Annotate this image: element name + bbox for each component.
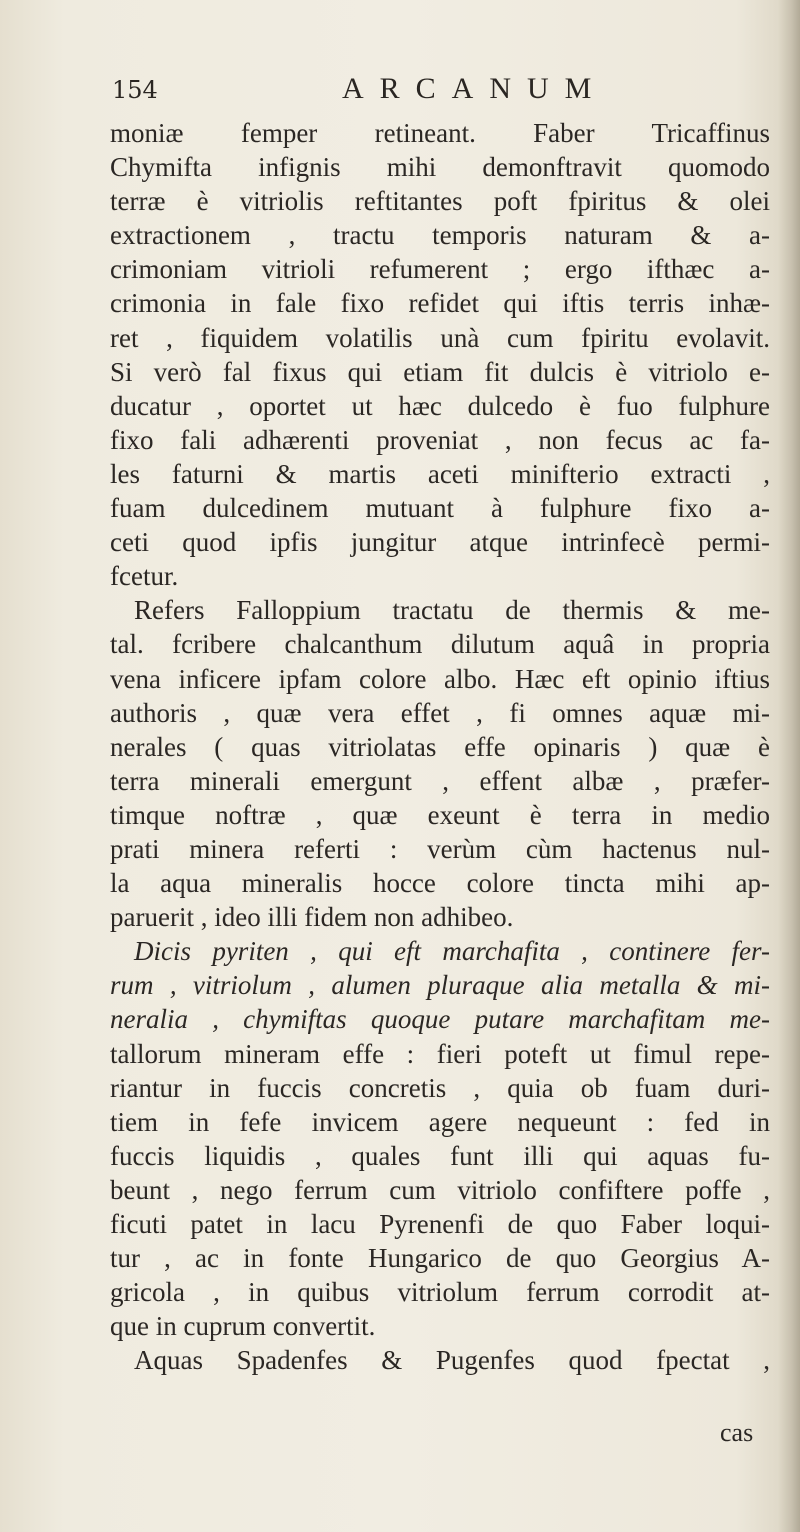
text-line: paruerit , ideo illi fidem non adhibeo.: [110, 902, 514, 933]
page-edge-shadow: [778, 0, 800, 1532]
text-line: ret , fiquidem volatilis unà cum fpiritu evolavit.: [110, 322, 770, 353]
text-line: rum , vitriolum , alumen pluraque alia metalla & mi-: [110, 970, 770, 1001]
text-line: tur , ac in fonte Hungarico de quo Georgius A-: [110, 1243, 770, 1274]
text-line: vena inficere ipfam colore albo. Hæc eft opinio iftius: [110, 663, 770, 694]
text-line: la aqua mineralis hocce colore tincta mihi ap-: [110, 868, 770, 899]
text-line: fuam dulcedinem mutuant à fulphure fixo a-: [110, 493, 770, 524]
text-line: que in cuprum convertit.: [110, 1311, 376, 1342]
page-header: [112, 72, 752, 112]
text-line: crimoniam vitrioli refumerent ; ergo ifthæc a-: [110, 254, 770, 285]
text-line: ficuti patet in lacu Pyrenenfi de quo Faber loqui-: [110, 1209, 770, 1239]
text-line: Aquas Spadenfes & Pugenfes quod fpectat ,: [134, 1345, 770, 1376]
text-line: authoris , quæ vera effet , fi omnes aquæ mi-: [110, 697, 770, 728]
text-line: moniæ femper retineant. Faber Tricaffinus: [110, 118, 770, 148]
text-line: Refers Falloppium tractatu de thermis & me-: [134, 595, 770, 626]
text-line: timque noftræ , quæ exeunt è terra in medio: [110, 799, 770, 830]
text-line: prati minera referti : verùm cùm hactenus nul-: [110, 833, 770, 864]
running-title: ARCANUM: [342, 72, 608, 105]
body-text: [110, 116, 770, 1377]
catchword: cas: [720, 1418, 754, 1447]
text-line: nerales ( quas vitriolatas effe opinaris ) quæ è: [110, 731, 770, 762]
text-line: extractionem , tractu temporis naturam & a-: [110, 220, 770, 251]
text-line: terra minerali emergunt , effent albæ , præfer-: [110, 765, 770, 796]
text-line: Dicis pyriten , qui eft marchafita , continere fer-: [134, 936, 770, 967]
text-line: riantur in fuccis concretis , quia ob fuam duri-: [110, 1072, 770, 1103]
text-line: neralia , chymiftas quoque putare marchafitam me-: [110, 1004, 770, 1035]
text-line: fcetur.: [110, 561, 179, 592]
text-line: terræ è vitriolis reftitantes poft fpiritus & olei: [110, 186, 770, 217]
text-line: beunt , nego ferrum cum vitriolo confiftere poffe ,: [110, 1174, 770, 1205]
text-line: Si verò fal fixus qui etiam fit dulcis è vitriolo e-: [110, 356, 770, 387]
text-line: tallorum mineram effe : fieri poteft ut fimul repe-: [110, 1038, 770, 1069]
text-line: fuccis liquidis , quales funt illi qui aquas fu-: [110, 1140, 770, 1171]
text-line: Chymifta infignis mihi demonftravit quomodo: [110, 152, 770, 183]
page-number: 154: [112, 76, 158, 104]
text-line: ceti quod ipfis jungitur atque intrinfecè permi-: [110, 527, 770, 558]
text-line: les faturni & martis aceti minifterio extracti ,: [110, 458, 770, 489]
text-line: tiem in fefe invicem agere nequeunt : fed in: [110, 1106, 770, 1137]
text-line: ducatur , oportet ut hæc dulcedo è fuo fulphure: [110, 390, 770, 421]
text-line: gricola , in quibus vitriolum ferrum corrodit at-: [110, 1277, 770, 1308]
text-line: fixo fali adhærenti proveniat , non fecus ac fa-: [110, 424, 770, 455]
text-line: tal. fcribere chalcanthum dilutum aquâ in propria: [110, 629, 770, 660]
text-line: crimonia in fale fixo refidet qui iftis terris inhæ-: [110, 288, 770, 319]
